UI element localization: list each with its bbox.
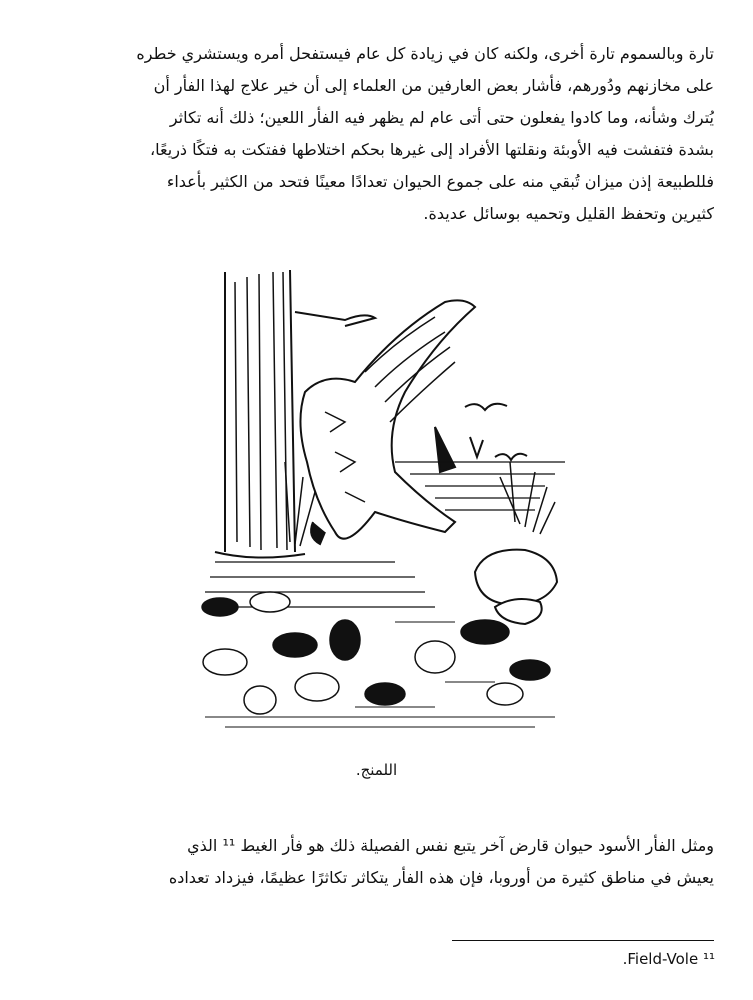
text-line: بشدة فتفشت فيه الأوبئة ونقلتها الأفراد إلى غيرها بحكم اختلاطها ففتكت به فتكًا ذريعًا، [149, 140, 714, 159]
text-line: يُترك وشأنه، وما كادوا يفعلون حتى أتى عام لم يظهر فيه الفأر اللعين؛ ذلك أنه تكاثر [169, 108, 714, 127]
text-line: كثيرين وتحفظ القليل وتحميه بوسائل عديدة. [423, 204, 714, 223]
branch [295, 312, 375, 326]
paragraph-bottom [38, 830, 714, 894]
text-line: على مخازنهم ودُورهم، فأشار بعض العارفين من العلماء إلى أن خير علاج لهذا الفأر أن [153, 76, 714, 95]
eagle [300, 300, 475, 544]
text-line: ومثل الفأر الأسود حيوان قارض آخر يتبع نفس الفصيلة ذلك هو فأر الغيط ¹¹ الذي [187, 836, 714, 855]
text-line: تارة وبالسموم تارة أخرى، ولكنه كان في زيادة كل عام فيستفحل أمره ويستشري خطره [136, 44, 714, 63]
text-line: فللطبيعة إذن ميزان تُبقي منه على جموع الحيوان تعدادًا معينًا فتحد من الكثير بأعداء [166, 172, 714, 191]
footnote-text: Field-Vole. [622, 950, 699, 968]
paragraph-top [38, 38, 714, 230]
footnote-divider [452, 940, 714, 941]
text-line: يعيش في مناطق كثيرة من أوروبا، فإن هذه الفأر يتكاثر تكاثرًا عظيمًا، فيزداد تعداده [168, 868, 714, 887]
tree-trunk [215, 270, 305, 558]
lemming-illustration [195, 262, 565, 732]
footnote-marker: ¹¹ [702, 950, 715, 968]
footnote [623, 950, 715, 968]
figure-caption: اللمنج. [355, 761, 398, 779]
rock [475, 550, 557, 624]
